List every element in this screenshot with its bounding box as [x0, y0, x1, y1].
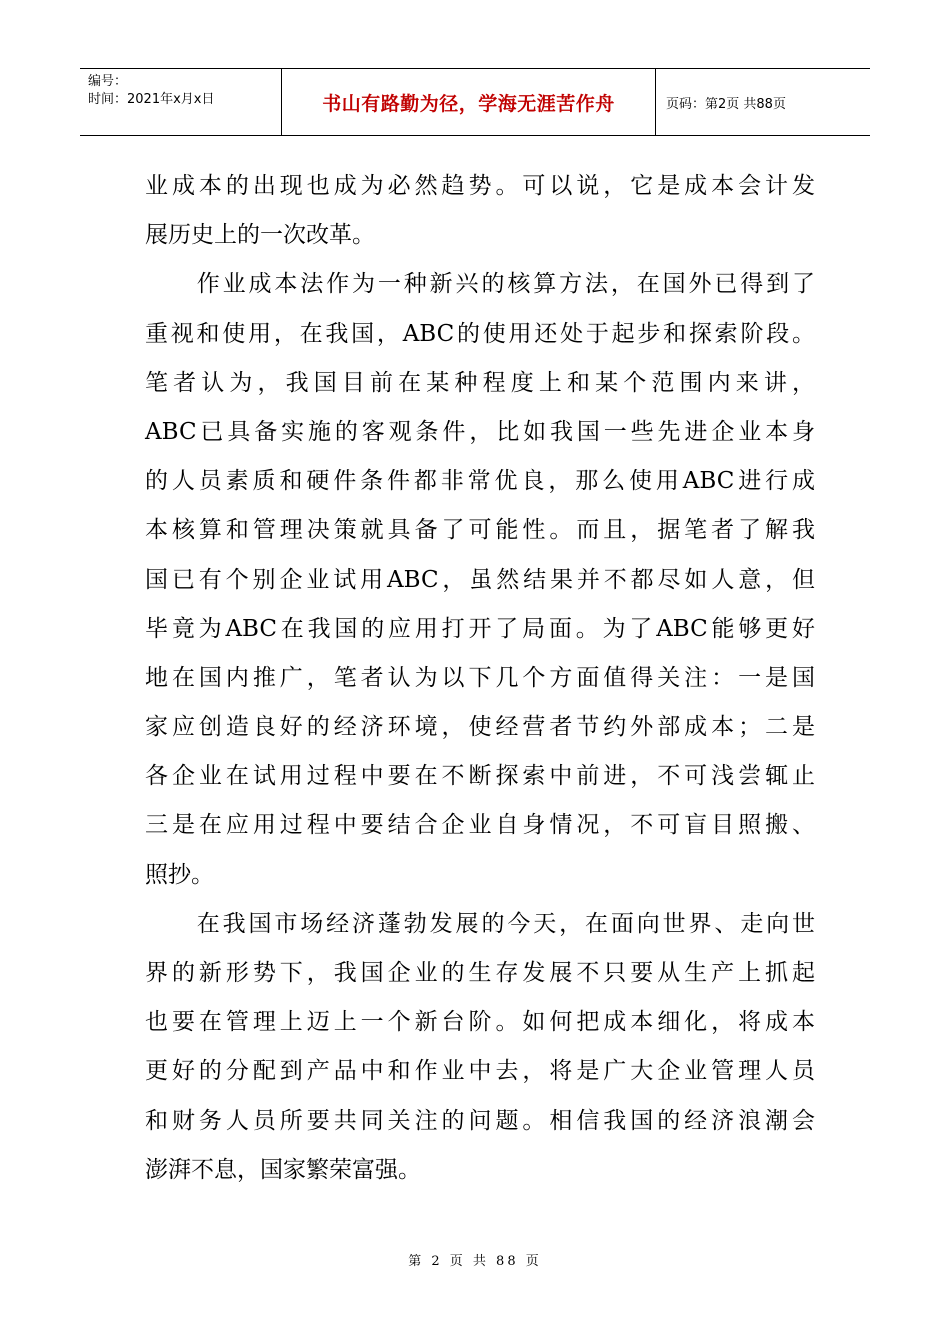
body-line: 也要在管理上迈上一个新台阶。如何把成本细化，将成本 — [145, 1009, 815, 1036]
header-meta-cell — [80, 69, 282, 135]
body-line: 国已有个别企业试用ABC，虽然结果并不都尽如人意，但 — [145, 566, 815, 593]
body-line: 照抄。 — [145, 861, 214, 888]
body-line: 界的新形势下，我国企业的生存发展不只要从生产上抓起 — [145, 960, 815, 986]
body-text — [145, 162, 815, 1195]
body-line: 笔者认为，我国目前在某种程度上和某个范围内来讲， — [145, 369, 815, 396]
page-footer: 第 2 页 共 88 页 — [408, 1254, 542, 1269]
doc-number-label: 编号： — [88, 74, 128, 89]
body-line: 作业成本法作为一种新兴的核算方法，在国外已得到了 — [145, 271, 815, 298]
body-line: 家应创造良好的经济环境，使经营者节约外部成本；二是 — [145, 714, 815, 741]
header-motto: 书山有路勤为径，学海无涯苦作舟 — [282, 69, 656, 135]
body-line: 本核算和管理决策就具备了可能性。而且，据笔者了解我 — [145, 517, 815, 544]
body-line: 的人员素质和硬件条件都非常优良，那么使用ABC进行成 — [145, 468, 815, 495]
header-page-info: 页码：第2页 共88页 — [666, 96, 786, 112]
body-line: 更好的分配到产品中和作业中去，将是广大企业管理人员 — [145, 1058, 815, 1085]
body-line: 毕竟为ABC在我国的应用打开了局面。为了ABC能够更好 — [145, 615, 815, 642]
body-line: 重视和使用，在我国，ABC的使用还处于起步和探索阶段。 — [145, 320, 815, 347]
body-line: 澎湃不息，国家繁荣富强。 — [145, 1156, 421, 1183]
body-line: 和财务人员所要共同关注的问题。相信我国的经济浪潮会 — [145, 1107, 815, 1134]
body-line: 各企业在试用过程中要在不断探索中前进，不可浅尝辄止 — [145, 763, 815, 790]
body-line: 三是在应用过程中要结合企业自身情况，不可盲目照搬、 — [145, 812, 815, 839]
body-line: ABC已具备实施的客观条件，比如我国一些先进企业本身 — [145, 418, 815, 445]
body-line: 地在国内推广，笔者认为以下几个方面值得关注：一是国 — [145, 664, 815, 691]
body-line: 业成本的出现也成为必然趋势。可以说，它是成本会计发 — [145, 173, 815, 199]
date-label: 时间：2021年x月x日 — [88, 92, 215, 107]
document-header — [80, 68, 870, 136]
body-line: 展历史上的一次改革。 — [145, 222, 375, 249]
body-line: 在我国市场经济蓬勃发展的今天，在面向世界、走向世 — [145, 910, 815, 937]
